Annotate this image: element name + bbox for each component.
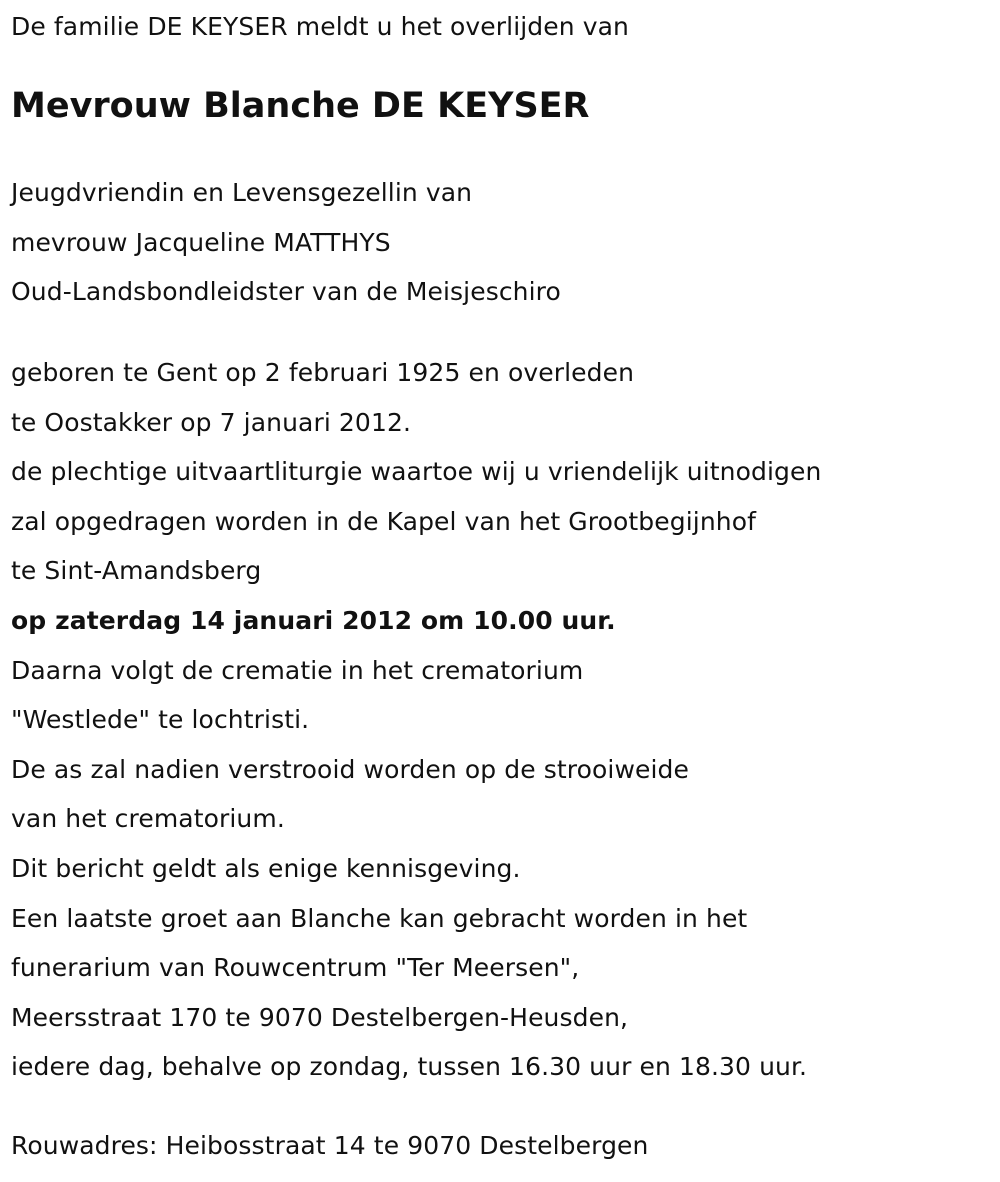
body-line: de plechtige uitvaartliturgie waartoe wij u vriendelijk uitnodigen xyxy=(11,457,822,487)
body-line: De as zal nadien verstrooid worden op de strooiweide xyxy=(11,754,689,784)
relation-line: Jeugdvriendin en Levensgezellin van xyxy=(11,178,473,207)
body-line: geboren te Gent op 2 februari 1925 en overleden xyxy=(11,358,635,387)
relation-block xyxy=(11,168,561,317)
body-line: iedere dag, behalve op zondag, tussen 16.30 uur en 18.30 uur. xyxy=(11,1052,808,1082)
body-line: van het crematorium. xyxy=(11,804,285,834)
relation-line: mevrouw Jacqueline MATTHYS xyxy=(11,227,391,257)
body-line: Daarna volgt de crematie in het crematorium xyxy=(11,655,584,685)
intro-line: De familie DE KEYSER meldt u het overlijden van xyxy=(11,12,630,41)
body-line: Meersstraat 170 te 9070 Destelbergen-Heusden, xyxy=(11,1002,629,1032)
body-line: te Sint-Amandsberg xyxy=(11,556,262,586)
notice-body xyxy=(11,348,821,1092)
relation-line: Oud-Landsbondleidster van de Meisjeschiro xyxy=(11,277,561,307)
body-line: funerarium van Rouwcentrum "Ter Meersen", xyxy=(11,953,580,983)
deceased-name: Mevrouw Blanche DE KEYSER xyxy=(11,86,590,126)
body-line: Dit bericht geldt als enige kennisgeving. xyxy=(11,853,521,883)
body-line: te Oostakker op 7 januari 2012. xyxy=(11,407,411,437)
mourning-address: Rouwadres: Heibosstraat 14 te 9070 Destelbergen xyxy=(11,1131,649,1160)
ceremony-date-line: op zaterdag 14 januari 2012 om 10.00 uur. xyxy=(11,605,616,635)
body-line: zal opgedragen worden in de Kapel van het Grootbegijnhof xyxy=(11,506,757,536)
body-line: "Westlede" te lochtristi. xyxy=(11,705,310,735)
body-line: Een laatste groet aan Blanche kan gebracht worden in het xyxy=(11,903,748,933)
